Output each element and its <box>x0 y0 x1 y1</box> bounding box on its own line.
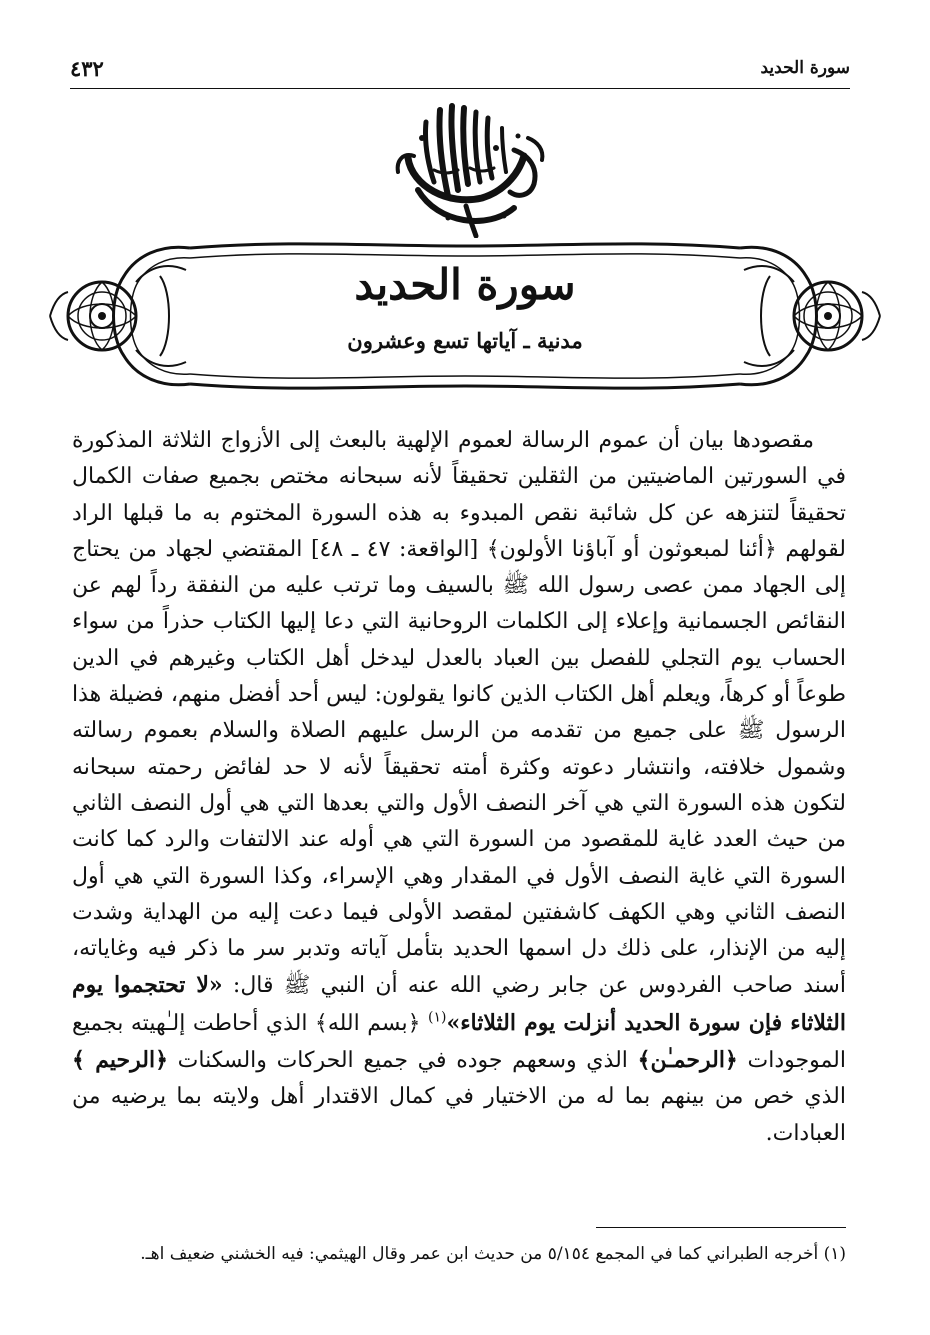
quran-word-rahman: ﴿الرحمـٰن﴾ <box>637 1047 738 1074</box>
commentary-body <box>72 423 846 1152</box>
footnote-rule <box>596 1227 846 1228</box>
surah-banner <box>40 236 890 396</box>
hadith-quote: «لا تحتجموا يوم الثلاثاء فإن سورة الحديد أنزلت يوم الثلاثاء» <box>72 972 846 1036</box>
paragraph-text: ﴿بسم الله﴾ الذي أحاطت إلـٰهيته بجميع الموجودات <box>72 1010 846 1074</box>
footnote: (١) أخرجه الطبراني كما في المجمع ٥/١٥٤ من حديث ابن عمر وقال الهيثمي: فيه الخشني ضعيف اهـ. <box>140 1244 846 1264</box>
commentary-paragraph <box>72 423 846 1152</box>
running-title: سورة الحديد <box>760 58 850 78</box>
paragraph-text: الذي خص من بينهم بما له من الاختيار في كمال الاقتدار أهل ولايته بما يرضيه من العبادات. <box>72 1084 846 1146</box>
page-number: ٤٣٢ <box>70 56 104 81</box>
surah-title: سورة الحديد <box>354 260 576 309</box>
paragraph-text: مقصودها بيان أن عموم الرسالة لعموم الإلهية بالبعث إلى الأزواج الثلاثة المذكورة في السورتين الماضيتين من الثقلين تحقيقاً لأنه سبحانه مختص بجميع صفات الكمال تحقيقاً لتنزهه عن كل شائبة نقص المبدوء به هذه السورة المختوم به ما قبلها الراد لقولهم ﴿أئنا لمبعوثون أو آباؤنا الأولون﴾ [الواقعة: ٤٧ ـ ٤٨] المقتضي لجهاد من يحتاج إلى الجهاد ممن عصى رسول الله ﷺ بالسيف وما ترتب عليه من النفقة رداً لهم عن النقائص الجسمانية وإعلاء إلى الكلمات الروحانية التي دعا إليها الكتاب حذراً من سواء الحساب يوم التجلي للفصل بين العباد بالعدل ليدخل أهل الكتاب وغيرهم في الدين طوعاً أو كرهاً، ويعلم أهل الكتاب الذين كانوا يقولون: ليس أحد أفضل منهم، فضيلة هذا الرسول ﷺ على جميع من تقدمه من الرسل عليهم الصلاة والسلام بعموم رسالته وشمول خلافته، وانتشار دعوته وكثرة أمته تحقيقاً لأنه لا حد لفائض رحمته سبحانه لتكون هذه السورة التي هي آخر النصف الأول والتي بعدها التي هي أول النصف الثاني من حيث العدد غاية للمقصود من السورة التي هي أوله عند الالتفات والرد كما كانت السورة التي غاية النصف الأول في المقدار وهي الإسراء، وكذا السورة التي هي أول النصف الثاني وهي الكهف كاشفتين لمقصد الأولى فيما دعت إليه من الهداية وشدت إليه من الإنذار، على ذلك دل اسمها الحديد بتأمل آياته وتدبر سر ما ذكر فيه وغاياته، أسند صاحب الفردوس عن جابر رضي الله عنه أن النبي ﷺ قال: <box>72 428 846 999</box>
basmala-calligraphy-art <box>378 98 558 238</box>
paragraph-text: الذي وسعهم جوده في جميع الحركات والسكنات <box>167 1048 638 1074</box>
surah-subtitle: مدنية ـ آياتها تسع وعشرون <box>347 328 583 353</box>
quran-word-raheem: ﴿الرحيم ﴾ <box>72 1047 168 1074</box>
header-rule <box>70 88 850 89</box>
running-header <box>70 52 850 88</box>
footnote-marker: (١) <box>427 1009 447 1026</box>
basmala-calligraphy <box>378 98 558 238</box>
